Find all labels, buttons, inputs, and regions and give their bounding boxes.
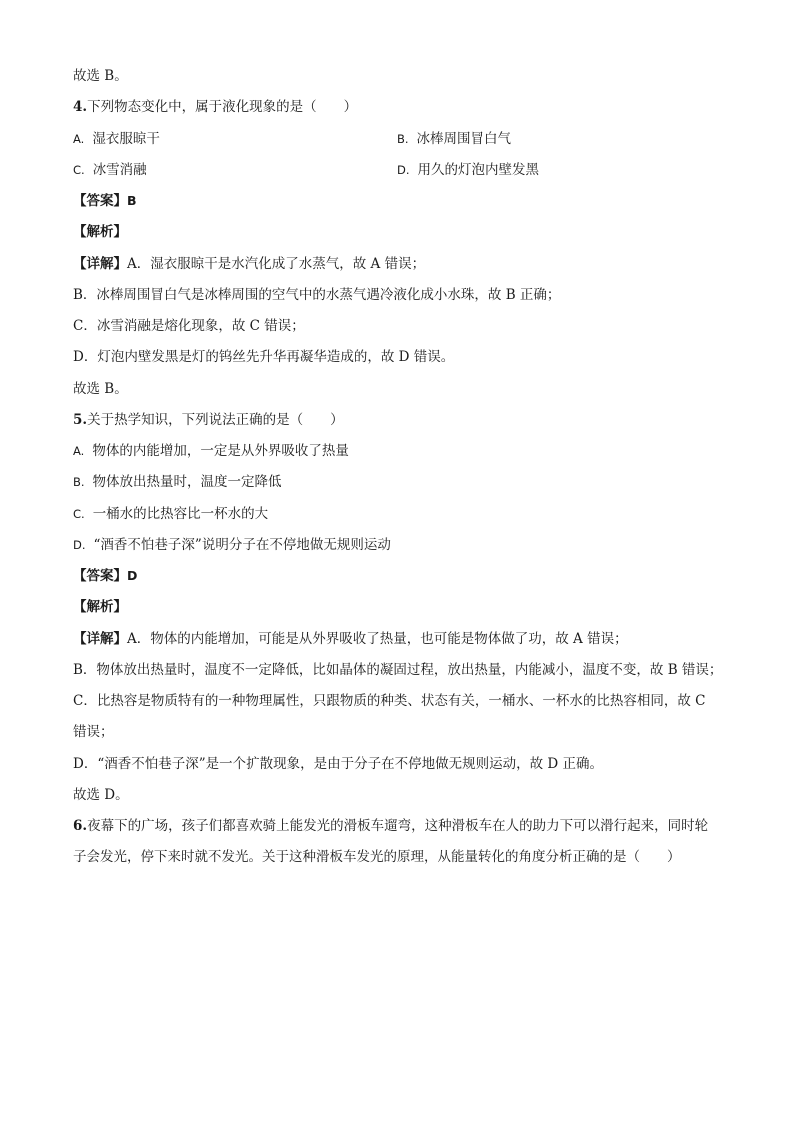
- option-letter: C.: [73, 507, 85, 521]
- q5-detail-1: [73, 630, 628, 648]
- detail-tag: 【详解】: [73, 631, 127, 647]
- q4-detail-4: D．灯泡内壁发黑是灯的钨丝先升华再凝华造成的，故 D 错误。: [73, 349, 455, 365]
- q5-detail-3b: 错误；: [73, 724, 114, 740]
- q4-answer: [73, 192, 137, 210]
- detail-text: A．物体的内能增加，可能是从外界吸收了热量，也可能是物体做了功，故 A 错误；: [127, 631, 628, 647]
- question-5-stem: [73, 411, 344, 429]
- answer-tag: 【答案】: [73, 568, 127, 584]
- q4-option-b: [397, 130, 511, 148]
- option-text: 湿衣服晾干: [92, 131, 160, 147]
- q5-option-d: [73, 536, 391, 554]
- q4-option-c: [73, 161, 147, 179]
- option-text: 冰棒周围冒白气: [416, 131, 512, 147]
- question-number: 4.: [73, 99, 88, 115]
- q4-analysis-tag: [73, 223, 127, 241]
- q5-option-a: [73, 442, 349, 460]
- detail-text: A．湿衣服晾干是水汽化成了水蒸气，故 A 错误；: [127, 256, 426, 272]
- option-letter: B.: [397, 132, 409, 146]
- q5-option-c: [73, 505, 268, 523]
- question-text: 关于热学知识，下列说法正确的是（ ）: [87, 412, 344, 428]
- question-number: 5.: [73, 412, 88, 428]
- question-text: 下列物态变化中，属于液化现象的是（ ）: [87, 99, 358, 115]
- q5-analysis-tag: [73, 598, 127, 616]
- option-text: 物体放出热量时，温度一定降低: [92, 474, 282, 490]
- option-letter: D.: [397, 163, 410, 177]
- detail-tag: 【详解】: [73, 256, 127, 272]
- q5-answer: [73, 567, 137, 585]
- analysis-tag: 【解析】: [73, 224, 127, 240]
- option-text: “酒香不怕巷子深”说明分子在不停地做无规则运动: [93, 537, 391, 553]
- option-letter: B.: [73, 475, 85, 489]
- option-text: 物体的内能增加，一定是从外界吸收了热量: [92, 443, 349, 459]
- question-4-stem: [73, 98, 357, 116]
- q4-detail-3: C．冰雪消融是熔化现象，故 C 错误；: [73, 318, 305, 334]
- q4-detail-2: B．冰棒周围冒白气是冰棒周围的空气中的水蒸气遇冷液化成小水珠，故 B 正确；: [73, 287, 561, 303]
- option-letter: A.: [73, 444, 85, 458]
- option-letter: A.: [73, 132, 85, 146]
- q4-option-d: [397, 161, 539, 179]
- analysis-tag: 【解析】: [73, 599, 127, 615]
- option-text: 冰雪消融: [92, 162, 147, 178]
- option-text: 一桶水的比热容比一杯水的大: [92, 506, 269, 522]
- question-text: 夜幕下的广场，孩子们都喜欢骑上能发光的滑板车遛弯，这种滑板车在人的助力下可以滑行起来，同时轮: [87, 818, 709, 834]
- option-text: 用久的灯泡内壁发黑: [417, 162, 540, 178]
- q4-detail-1: [73, 255, 425, 273]
- q4-conclusion: 故选 B。: [73, 381, 128, 397]
- answer-value: B: [127, 193, 137, 208]
- q5-detail-3a: C．比热容是物质特有的一种物理属性，只跟物质的种类、状态有关，一桶水、一杯水的比热容相同，故 C: [73, 693, 706, 709]
- question-6-stem-1: [73, 817, 708, 835]
- q5-detail-4: D．“酒香不怕巷子深”是一个扩散现象，是由于分子在不停地做无规则运动，故 D 正确。: [73, 756, 604, 772]
- q5-option-b: [73, 473, 282, 491]
- answer-value: D: [127, 568, 138, 583]
- q5-conclusion: 故选 D。: [73, 787, 129, 803]
- conclusion-prev: 故选 B。: [73, 68, 128, 84]
- option-letter: D.: [73, 538, 86, 552]
- option-letter: C.: [73, 163, 85, 177]
- q5-detail-2: B．物体放出热量时，温度不一定降低，比如晶体的凝固过程，放出热量，内能减小，温度不变，故 B 错误；: [73, 662, 723, 678]
- q4-option-a: [73, 130, 160, 148]
- answer-tag: 【答案】: [73, 193, 127, 209]
- question-number: 6.: [73, 818, 88, 834]
- question-6-stem-2: 子会发光，停下来时就不发光。关于这种滑板车发光的原理，从能量转化的角度分析正确的是（ ）: [73, 849, 681, 865]
